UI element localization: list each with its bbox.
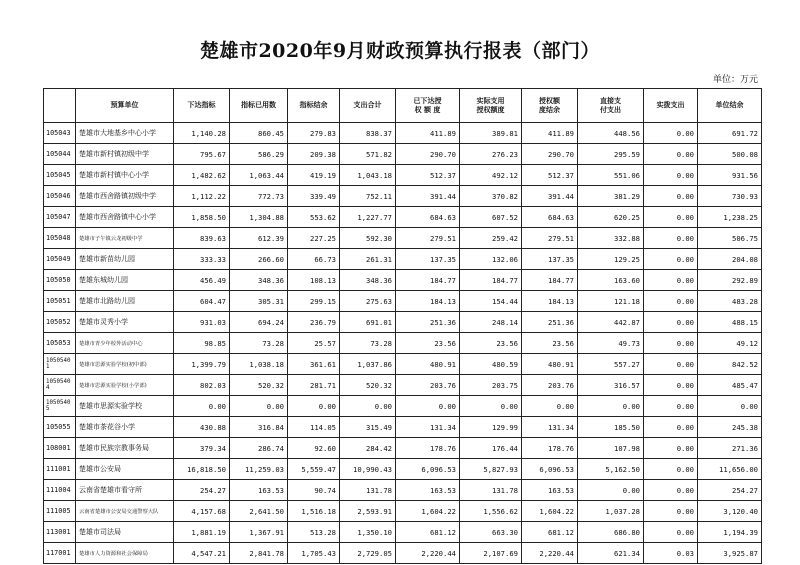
amount-cell: 5,827.93 bbox=[460, 459, 522, 480]
amount-cell: 1,367.91 bbox=[230, 522, 288, 543]
amount-cell: 248.14 bbox=[460, 312, 522, 333]
column-header: 支出合计 bbox=[340, 89, 396, 123]
unit-code-cell: 105051 bbox=[44, 291, 76, 312]
amount-cell: 0.00 bbox=[644, 459, 698, 480]
unit-name-cell: 楚雄市新苗幼儿园 bbox=[76, 249, 174, 270]
amount-cell: 795.67 bbox=[174, 144, 230, 165]
amount-cell: 1,858.50 bbox=[174, 207, 230, 228]
amount-cell: 442.87 bbox=[578, 312, 644, 333]
unit-name-cell: 楚雄市大地基乡中心小学 bbox=[76, 123, 174, 144]
amount-cell: 456.49 bbox=[174, 270, 230, 291]
amount-cell: 1,556.62 bbox=[460, 501, 522, 522]
amount-cell: 520.32 bbox=[340, 375, 396, 396]
unit-name-cell: 楚雄市青少年校外活动中心 bbox=[76, 333, 174, 354]
amount-cell: 49.12 bbox=[698, 333, 762, 354]
amount-cell: 663.30 bbox=[460, 522, 522, 543]
amount-cell: 299.15 bbox=[288, 291, 340, 312]
amount-cell: 11,656.00 bbox=[698, 459, 762, 480]
amount-cell: 0.00 bbox=[644, 207, 698, 228]
amount-cell: 448.56 bbox=[578, 123, 644, 144]
table-row bbox=[44, 123, 762, 144]
amount-cell: 163.53 bbox=[522, 480, 578, 501]
amount-cell: 411.89 bbox=[522, 123, 578, 144]
table-row bbox=[44, 312, 762, 333]
amount-cell: 245.38 bbox=[698, 417, 762, 438]
amount-cell: 251.36 bbox=[396, 312, 460, 333]
amount-cell: 163.53 bbox=[230, 480, 288, 501]
report-title: 楚雄市2020年9月财政预算执行报表（部门） bbox=[199, 40, 601, 62]
amount-cell: 90.74 bbox=[288, 480, 340, 501]
amount-cell: 0.00 bbox=[460, 396, 522, 417]
amount-cell: 121.18 bbox=[578, 291, 644, 312]
amount-cell: 275.63 bbox=[340, 291, 396, 312]
amount-cell: 0.00 bbox=[644, 522, 698, 543]
amount-cell: 0.00 bbox=[396, 396, 460, 417]
amount-cell: 691.72 bbox=[698, 123, 762, 144]
table-row bbox=[44, 333, 762, 354]
amount-cell: 361.61 bbox=[288, 354, 340, 375]
unit-code-cell: 111004 bbox=[44, 480, 76, 501]
amount-cell: 281.71 bbox=[288, 375, 340, 396]
amount-cell: 10,990.43 bbox=[340, 459, 396, 480]
unit-name-cell: 楚雄市思源实验学校(初中部) bbox=[76, 354, 174, 375]
amount-cell: 251.36 bbox=[522, 312, 578, 333]
amount-cell: 266.60 bbox=[230, 249, 288, 270]
amount-cell: 73.28 bbox=[230, 333, 288, 354]
amount-cell: 551.06 bbox=[578, 165, 644, 186]
amount-cell: 1,194.39 bbox=[698, 522, 762, 543]
amount-cell: 348.36 bbox=[340, 270, 396, 291]
unit-code-cell: 10505404 bbox=[44, 375, 76, 396]
amount-cell: 236.79 bbox=[288, 312, 340, 333]
amount-cell: 604.47 bbox=[174, 291, 230, 312]
amount-cell: 389.81 bbox=[460, 123, 522, 144]
amount-cell: 131.78 bbox=[340, 480, 396, 501]
amount-cell: 0.00 bbox=[644, 417, 698, 438]
amount-cell: 73.28 bbox=[340, 333, 396, 354]
amount-cell: 184.13 bbox=[522, 291, 578, 312]
amount-cell: 1,037.28 bbox=[578, 501, 644, 522]
amount-cell: 586.29 bbox=[230, 144, 288, 165]
unit-code-cell: 105047 bbox=[44, 207, 76, 228]
column-header bbox=[44, 89, 76, 123]
amount-cell: 0.00 bbox=[644, 375, 698, 396]
amount-cell: 2,593.91 bbox=[340, 501, 396, 522]
amount-cell: 129.25 bbox=[578, 249, 644, 270]
amount-cell: 178.76 bbox=[396, 438, 460, 459]
column-header: 单位结余 bbox=[698, 89, 762, 123]
unit-code-cell: 105050 bbox=[44, 270, 76, 291]
amount-cell: 1,516.18 bbox=[288, 501, 340, 522]
amount-cell: 1,238.25 bbox=[698, 207, 762, 228]
table-row bbox=[44, 165, 762, 186]
amount-cell: 419.19 bbox=[288, 165, 340, 186]
amount-cell: 279.51 bbox=[522, 228, 578, 249]
amount-cell: 333.33 bbox=[174, 249, 230, 270]
amount-cell: 485.47 bbox=[698, 375, 762, 396]
amount-cell: 227.25 bbox=[288, 228, 340, 249]
table-row bbox=[44, 480, 762, 501]
amount-cell: 203.76 bbox=[522, 375, 578, 396]
amount-cell: 0.00 bbox=[288, 396, 340, 417]
unit-name-cell: 云南省楚雄市公安局交通警察大队 bbox=[76, 501, 174, 522]
amount-cell: 3,120.40 bbox=[698, 501, 762, 522]
amount-cell: 0.00 bbox=[644, 186, 698, 207]
amount-cell: 483.28 bbox=[698, 291, 762, 312]
amount-cell: 286.74 bbox=[230, 438, 288, 459]
amount-cell: 203.75 bbox=[460, 375, 522, 396]
amount-cell: 316.57 bbox=[578, 375, 644, 396]
column-header: 下达指标 bbox=[174, 89, 230, 123]
amount-cell: 1,063.44 bbox=[230, 165, 288, 186]
amount-cell: 1,140.28 bbox=[174, 123, 230, 144]
amount-cell: 25.57 bbox=[288, 333, 340, 354]
amount-cell: 0.00 bbox=[698, 396, 762, 417]
amount-cell: 931.03 bbox=[174, 312, 230, 333]
unit-label: 单位：万元 bbox=[712, 75, 758, 85]
amount-cell: 381.29 bbox=[578, 186, 644, 207]
amount-cell: 178.76 bbox=[522, 438, 578, 459]
unit-code-cell: 111005 bbox=[44, 501, 76, 522]
amount-cell: 0.00 bbox=[522, 396, 578, 417]
amount-cell: 0.00 bbox=[644, 312, 698, 333]
amount-cell: 92.60 bbox=[288, 438, 340, 459]
table-row bbox=[44, 207, 762, 228]
amount-cell: 1,705.43 bbox=[288, 543, 340, 564]
amount-cell: 332.88 bbox=[578, 228, 644, 249]
amount-cell: 0.00 bbox=[644, 144, 698, 165]
unit-name-cell: 楚雄市西舍路镇中心小学 bbox=[76, 207, 174, 228]
unit-code-cell: 105043 bbox=[44, 123, 76, 144]
amount-cell: 276.23 bbox=[460, 144, 522, 165]
unit-name-cell: 楚雄市西舍路镇初级中学 bbox=[76, 186, 174, 207]
amount-cell: 0.00 bbox=[644, 354, 698, 375]
amount-cell: 2,841.78 bbox=[230, 543, 288, 564]
amount-cell: 295.59 bbox=[578, 144, 644, 165]
amount-cell: 184.13 bbox=[396, 291, 460, 312]
amount-cell: 0.00 bbox=[644, 438, 698, 459]
amount-cell: 411.89 bbox=[396, 123, 460, 144]
amount-cell: 209.38 bbox=[288, 144, 340, 165]
table-row bbox=[44, 522, 762, 543]
amount-cell: 691.01 bbox=[340, 312, 396, 333]
amount-cell: 284.42 bbox=[340, 438, 396, 459]
amount-cell: 1,604.22 bbox=[396, 501, 460, 522]
amount-cell: 553.62 bbox=[288, 207, 340, 228]
amount-cell: 391.44 bbox=[522, 186, 578, 207]
amount-cell: 290.70 bbox=[522, 144, 578, 165]
amount-cell: 305.31 bbox=[230, 291, 288, 312]
amount-cell: 3,925.87 bbox=[698, 543, 762, 564]
amount-cell: 185.50 bbox=[578, 417, 644, 438]
amount-cell: 681.12 bbox=[522, 522, 578, 543]
amount-cell: 316.84 bbox=[230, 417, 288, 438]
amount-cell: 838.37 bbox=[340, 123, 396, 144]
amount-cell: 607.52 bbox=[460, 207, 522, 228]
amount-cell: 512.37 bbox=[396, 165, 460, 186]
amount-cell: 1,112.22 bbox=[174, 186, 230, 207]
column-header: 实际支用 授权额度 bbox=[460, 89, 522, 123]
unit-code-cell: 108001 bbox=[44, 438, 76, 459]
amount-cell: 860.45 bbox=[230, 123, 288, 144]
header-row bbox=[44, 89, 762, 123]
amount-cell: 839.63 bbox=[174, 228, 230, 249]
unit-code-cell: 111001 bbox=[44, 459, 76, 480]
unit-name-cell: 楚雄市北路幼儿园 bbox=[76, 291, 174, 312]
amount-cell: 772.73 bbox=[230, 186, 288, 207]
unit-code-cell: 105055 bbox=[44, 417, 76, 438]
unit-name-cell: 楚雄东城幼儿园 bbox=[76, 270, 174, 291]
amount-cell: 23.56 bbox=[460, 333, 522, 354]
table-body bbox=[44, 123, 762, 564]
amount-cell: 23.56 bbox=[396, 333, 460, 354]
amount-cell: 49.73 bbox=[578, 333, 644, 354]
unit-name-cell: 楚雄市新村镇初级中学 bbox=[76, 144, 174, 165]
amount-cell: 752.11 bbox=[340, 186, 396, 207]
amount-cell: 5,559.47 bbox=[288, 459, 340, 480]
column-header: 已下达授 权 额 度 bbox=[396, 89, 460, 123]
amount-cell: 1,881.19 bbox=[174, 522, 230, 543]
amount-cell: 0.00 bbox=[230, 396, 288, 417]
amount-cell: 931.56 bbox=[698, 165, 762, 186]
amount-cell: 98.85 bbox=[174, 333, 230, 354]
amount-cell: 16,818.50 bbox=[174, 459, 230, 480]
column-header: 实拨支出 bbox=[644, 89, 698, 123]
amount-cell: 131.78 bbox=[460, 480, 522, 501]
amount-cell: 592.30 bbox=[340, 228, 396, 249]
amount-cell: 480.91 bbox=[522, 354, 578, 375]
unit-name-cell: 楚雄市灵秀小学 bbox=[76, 312, 174, 333]
table-row bbox=[44, 375, 762, 396]
column-header: 指标已用数 bbox=[230, 89, 288, 123]
amount-cell: 0.00 bbox=[644, 165, 698, 186]
amount-cell: 0.00 bbox=[644, 501, 698, 522]
unit-name-cell: 楚雄市民族宗教事务局 bbox=[76, 438, 174, 459]
amount-cell: 1,482.62 bbox=[174, 165, 230, 186]
amount-cell: 480.91 bbox=[396, 354, 460, 375]
amount-cell: 512.37 bbox=[522, 165, 578, 186]
column-header: 指标结余 bbox=[288, 89, 340, 123]
amount-cell: 184.77 bbox=[460, 270, 522, 291]
unit-code-cell: 105046 bbox=[44, 186, 76, 207]
amount-cell: 1,038.18 bbox=[230, 354, 288, 375]
amount-cell: 108.13 bbox=[288, 270, 340, 291]
amount-cell: 131.34 bbox=[522, 417, 578, 438]
amount-cell: 684.63 bbox=[396, 207, 460, 228]
amount-cell: 684.63 bbox=[522, 207, 578, 228]
amount-cell: 620.25 bbox=[578, 207, 644, 228]
unit-code-cell: 113001 bbox=[44, 522, 76, 543]
unit-name-cell: 楚雄市茶花谷小学 bbox=[76, 417, 174, 438]
amount-cell: 488.15 bbox=[698, 312, 762, 333]
amount-cell: 279.83 bbox=[288, 123, 340, 144]
amount-cell: 23.56 bbox=[522, 333, 578, 354]
amount-cell: 0.03 bbox=[644, 543, 698, 564]
amount-cell: 694.24 bbox=[230, 312, 288, 333]
table-row bbox=[44, 144, 762, 165]
amount-cell: 1,604.22 bbox=[522, 501, 578, 522]
amount-cell: 1,304.88 bbox=[230, 207, 288, 228]
table-row bbox=[44, 501, 762, 522]
amount-cell: 500.08 bbox=[698, 144, 762, 165]
amount-cell: 480.59 bbox=[460, 354, 522, 375]
amount-cell: 0.00 bbox=[644, 480, 698, 501]
amount-cell: 259.42 bbox=[460, 228, 522, 249]
unit-name-cell: 楚雄市思源实验学校 bbox=[76, 396, 174, 417]
table-row bbox=[44, 228, 762, 249]
unit-code-cell: 105052 bbox=[44, 312, 76, 333]
amount-cell: 0.00 bbox=[644, 270, 698, 291]
amount-cell: 492.12 bbox=[460, 165, 522, 186]
amount-cell: 261.31 bbox=[340, 249, 396, 270]
amount-cell: 0.00 bbox=[644, 249, 698, 270]
table-row bbox=[44, 459, 762, 480]
amount-cell: 137.35 bbox=[522, 249, 578, 270]
unit-name-cell: 楚雄市司法局 bbox=[76, 522, 174, 543]
column-header: 授权额 度结余 bbox=[522, 89, 578, 123]
amount-cell: 379.34 bbox=[174, 438, 230, 459]
amount-cell: 2,220.44 bbox=[522, 543, 578, 564]
amount-cell: 348.36 bbox=[230, 270, 288, 291]
amount-cell: 842.52 bbox=[698, 354, 762, 375]
amount-cell: 2,220.44 bbox=[396, 543, 460, 564]
amount-cell: 621.34 bbox=[578, 543, 644, 564]
amount-cell: 1,350.10 bbox=[340, 522, 396, 543]
amount-cell: 4,547.21 bbox=[174, 543, 230, 564]
unit-code-cell: 105049 bbox=[44, 249, 76, 270]
amount-cell: 6,096.53 bbox=[396, 459, 460, 480]
amount-cell: 184.77 bbox=[396, 270, 460, 291]
amount-cell: 506.75 bbox=[698, 228, 762, 249]
amount-cell: 129.99 bbox=[460, 417, 522, 438]
amount-cell: 163.53 bbox=[396, 480, 460, 501]
unit-name-cell: 楚雄市公安局 bbox=[76, 459, 174, 480]
amount-cell: 203.76 bbox=[396, 375, 460, 396]
table-row bbox=[44, 543, 762, 564]
amount-cell: 513.28 bbox=[288, 522, 340, 543]
table-row bbox=[44, 396, 762, 417]
amount-cell: 292.89 bbox=[698, 270, 762, 291]
amount-cell: 2,641.50 bbox=[230, 501, 288, 522]
amount-cell: 290.70 bbox=[396, 144, 460, 165]
amount-cell: 271.36 bbox=[698, 438, 762, 459]
unit-name-cell: 楚雄市子午镇云龙初级中学 bbox=[76, 228, 174, 249]
unit-name-cell: 云南省楚雄市看守所 bbox=[76, 480, 174, 501]
amount-cell: 254.27 bbox=[698, 480, 762, 501]
amount-cell: 204.08 bbox=[698, 249, 762, 270]
amount-cell: 5,162.50 bbox=[578, 459, 644, 480]
amount-cell: 254.27 bbox=[174, 480, 230, 501]
amount-cell: 137.35 bbox=[396, 249, 460, 270]
amount-cell: 612.39 bbox=[230, 228, 288, 249]
amount-cell: 154.44 bbox=[460, 291, 522, 312]
amount-cell: 2,107.69 bbox=[460, 543, 522, 564]
amount-cell: 571.82 bbox=[340, 144, 396, 165]
amount-cell: 279.51 bbox=[396, 228, 460, 249]
amount-cell: 339.49 bbox=[288, 186, 340, 207]
amount-cell: 1,399.79 bbox=[174, 354, 230, 375]
amount-cell: 0.00 bbox=[644, 396, 698, 417]
amount-cell: 802.03 bbox=[174, 375, 230, 396]
amount-cell: 4,157.68 bbox=[174, 501, 230, 522]
amount-cell: 0.00 bbox=[644, 123, 698, 144]
amount-cell: 11,259.03 bbox=[230, 459, 288, 480]
amount-cell: 0.00 bbox=[578, 480, 644, 501]
amount-cell: 730.93 bbox=[698, 186, 762, 207]
unit-code-cell: 10505405 bbox=[44, 396, 76, 417]
amount-cell: 0.00 bbox=[340, 396, 396, 417]
amount-cell: 430.88 bbox=[174, 417, 230, 438]
amount-cell: 0.00 bbox=[644, 228, 698, 249]
amount-cell: 1,227.77 bbox=[340, 207, 396, 228]
amount-cell: 132.06 bbox=[460, 249, 522, 270]
unit-name-cell: 楚雄市思源实验学校(小学部) bbox=[76, 375, 174, 396]
unit-code-cell: 105053 bbox=[44, 333, 76, 354]
amount-cell: 1,043.18 bbox=[340, 165, 396, 186]
amount-cell: 176.44 bbox=[460, 438, 522, 459]
table-row bbox=[44, 186, 762, 207]
table-row bbox=[44, 354, 762, 375]
unit-code-cell: 105048 bbox=[44, 228, 76, 249]
column-header: 直接支 付支出 bbox=[578, 89, 644, 123]
amount-cell: 520.32 bbox=[230, 375, 288, 396]
amount-cell: 107.98 bbox=[578, 438, 644, 459]
table-row bbox=[44, 417, 762, 438]
amount-cell: 681.12 bbox=[396, 522, 460, 543]
column-header: 预算单位 bbox=[76, 89, 174, 123]
amount-cell: 391.44 bbox=[396, 186, 460, 207]
amount-cell: 184.77 bbox=[522, 270, 578, 291]
unit-code-cell: 105044 bbox=[44, 144, 76, 165]
table-row bbox=[44, 270, 762, 291]
unit-code-cell: 10505401 bbox=[44, 354, 76, 375]
amount-cell: 114.05 bbox=[288, 417, 340, 438]
amount-cell: 163.60 bbox=[578, 270, 644, 291]
amount-cell: 0.00 bbox=[578, 396, 644, 417]
table-row bbox=[44, 249, 762, 270]
table-row bbox=[44, 438, 762, 459]
amount-cell: 131.34 bbox=[396, 417, 460, 438]
budget-table bbox=[43, 88, 762, 564]
amount-cell: 315.49 bbox=[340, 417, 396, 438]
amount-cell: 0.00 bbox=[174, 396, 230, 417]
amount-cell: 686.80 bbox=[578, 522, 644, 543]
amount-cell: 66.73 bbox=[288, 249, 340, 270]
table-row bbox=[44, 291, 762, 312]
unit-code-cell: 117001 bbox=[44, 543, 76, 564]
amount-cell: 2,729.05 bbox=[340, 543, 396, 564]
amount-cell: 0.00 bbox=[644, 333, 698, 354]
unit-name-cell: 楚雄市人力资源和社会保障局 bbox=[76, 543, 174, 564]
amount-cell: 0.00 bbox=[644, 291, 698, 312]
amount-cell: 6,096.53 bbox=[522, 459, 578, 480]
unit-name-cell: 楚雄市新村镇中心小学 bbox=[76, 165, 174, 186]
amount-cell: 1,037.86 bbox=[340, 354, 396, 375]
unit-code-cell: 105045 bbox=[44, 165, 76, 186]
amount-cell: 557.27 bbox=[578, 354, 644, 375]
amount-cell: 370.82 bbox=[460, 186, 522, 207]
